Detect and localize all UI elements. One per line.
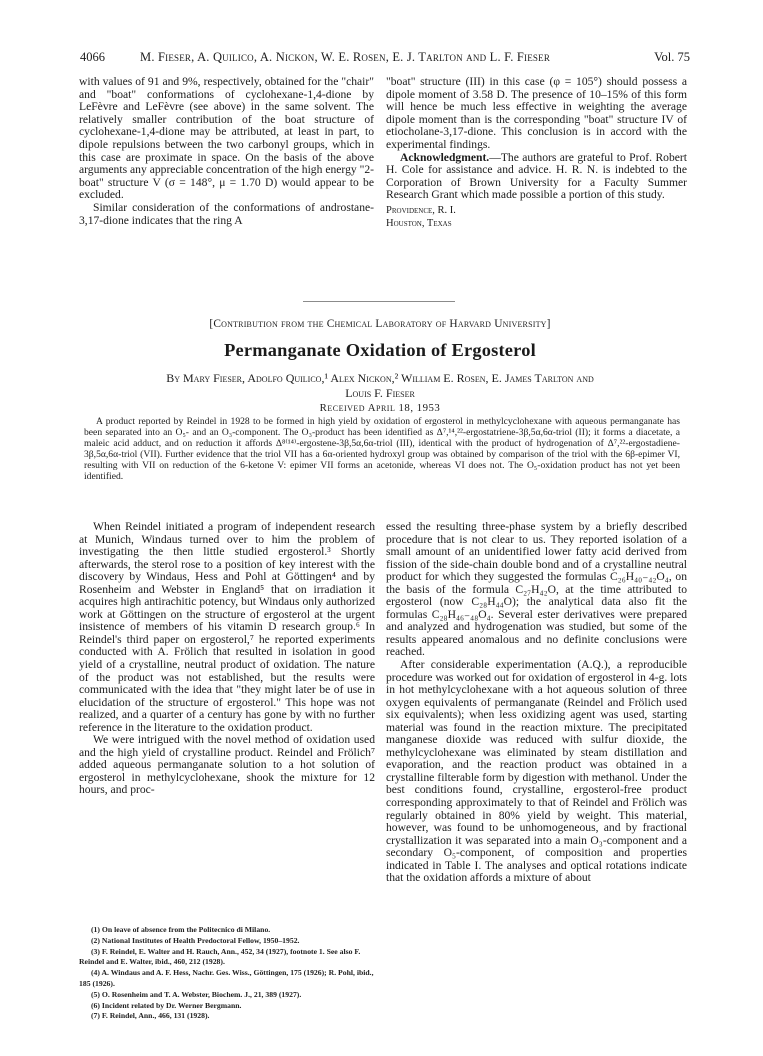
footnote: (2) National Institutes of Health Predoctoral Fellow, 1950–1952. (91, 935, 300, 945)
abstract-text: A product reported by Reindel in 1928 to be formed in high yield by oxidation of ergosterol in methylcyclohexane with aqueous permanganate has been separated into an O₅- and an O₃-component. The O₃-product has been identified as Δ⁷,¹⁴,²²-ergostatriene-3β,5α,6α-triol (II); it forms a diacetate, a maleic acid adduct, and on reduction it affords Δ⁸⁽¹⁴⁾-ergostene-3β,5α,6α-triol (III), identical with the product of hydrogenation of Δ⁷,²²-ergostadiene-3β,5α,6α-triol (VII). Further evidence that the triol VII has a 6α-oriented hydroxyl group was obtained by comparison of the triol with the 6β-epimer VI, resulting with VII on reduction of the 6-ketone V: epimer VII forms an acetonide, whereas VI does not. The O₅-oxidation product has not yet been identified. (84, 416, 680, 482)
running-authors: M. Fieser, A. Quilico, A. Nickon, W. E. Rosen, E. J. Tarlton and L. F. Fieser (140, 50, 551, 64)
paragraph: essed the resulting three-phase system by a briefly described procedure that is not clear to us. They reported isolation of a small amount of an unidentified lower fatty acid derived from fission of the side-chain double bond and of a crystalline neutral product for which they suggested the formulas C₂₆H₄₀₋₄₂O₄, on the basis of the formula C₂₇H₄₂O, at the time attributed to ergosterol (now C₂₈H₄₄O); the analytical data also fit the formulas C₂₈H₄₆₋₄₈O₄. Several ester derivatives were prepared and analyzed and hydrogenation was studied, but some of the results appeared anomalous and no definite conclusions were reached. (386, 520, 687, 659)
body-right-column (386, 521, 687, 885)
previous-article-right-column (386, 76, 687, 230)
running-header (80, 50, 690, 70)
place-line: Providence, R. I. (386, 204, 456, 216)
footnote: (7) F. Reindel, Ann., 466, 131 (1928). (91, 1011, 210, 1021)
footnote: (3) F. Reindel, E. Walter and H. Rauch, Ann., 452, 34 (1927), footnote 1. See also F. Reindel and E. Walter, ibid., 460, 212 (1928). (79, 946, 361, 967)
acknowledgment (386, 152, 687, 202)
byline (60, 371, 700, 401)
contribution-line: [Contribution from the Chemical Laboratory of Harvard University] (209, 318, 551, 330)
article-title: Permanganate Oxidation of Ergosterol (224, 340, 536, 360)
footnotes (79, 925, 375, 1022)
paragraph: After considerable experimentation (A.Q.), a reproducible procedure was worked out for oxidation of ergosterol in 4-g. lots in hot methylcyclohexane with a hot aqueous solution of three oxygen equivalents of permanganate (Reindel and Frölich used six equivalents); when less oxidizing agent was used, starting material was found in the reaction mixture. The precipitated manganese dioxide was reduced with sulfur dioxide, the methylcyclohexane was eliminated by steam distillation and evaporation, and the reaction product was obtained in a crystalline filterable form by digestion with methanol. Under the best conditions found, crystalline, ergosterol-free product corresponding approximately to that of Reindel and Frölich was regularly obtained in 80% yield by weight. This material, however, was found to be unhomogeneous, and by fractional crystallization it was separated into a main O₃-component and a secondary O₅-component, of composition and properties indicated in Table I. The analyses and optical rotations indicate that the oxidation affords a mixture of about (386, 658, 687, 885)
received-date: Received April 18, 1953 (319, 402, 441, 414)
previous-article-left-column (79, 76, 374, 227)
page-number: 4066 (80, 50, 105, 64)
acknowledgment-label: Acknowledgment. (400, 150, 490, 164)
body-left-column (79, 521, 375, 797)
acknowledgment-text: —The authors are grateful to Prof. Robert H. Cole for assistance and advice. H. R. N. is indebted to the Corporation of Brown University for a Faculty Summer Research Grant which made possible a portion of this study. (386, 150, 687, 202)
footnote: (4) A. Windaus and A. F. Hess, Nachr. Ges. Wiss., Göttingen, 175 (1926); R. Pohl, ibid., 185 (1926). (79, 968, 374, 988)
footnote: (1) On leave of absence from the Politecnico di Milano. (91, 925, 271, 934)
paragraph: with values of 91 and 9%, respectively, obtained for the "chair" and "boat" conformations of cyclohexane-1,4-dione by LeFèvre and LeFèvre (see above) in the same solvent. The relatively smaller contribution of the boat structure of cyclohexane-1,4-dione may be attributed, at least in part, to dipole repulsions between the two carbonyl groups, which in this case are proximate in space. On the basis of the above arguments any appreciable concentration of the high energy "2-boat" structure V (σ = 148°, μ = 1.70 D) would appear to be excluded. (79, 75, 374, 202)
paragraph: We were intrigued with the novel method of oxidation used and the high yield of crystalline product. Reindel and Frölich⁷ added aqueous permanganate solution to a hot solution of ergosterol in methylcyclohexane, shook the mixture for 12 hours, and proc- (79, 733, 375, 797)
footnote: (6) Incident related by Dr. Werner Bergmann. (91, 1000, 242, 1010)
paragraph: "boat" structure (III) in this case (φ = 105°) should possess a dipole moment of 3.58 D. The presence of 10–15% of this form will hence be much less effective in weighting the average dipole moment than is the corresponding "boat" structure IV of etiocholane-3,17-dione. This conclusion is in accord with the experimental findings. (386, 75, 687, 151)
byline-line: By Mary Fieser, Adolfo Quilico,¹ Alex Nickon,² William E. Rosen, E. James Tarlton and (166, 371, 594, 385)
volume-label: Vol. 75 (654, 50, 690, 64)
abstract (84, 417, 680, 482)
section-divider (303, 301, 455, 302)
place-line: Houston, Texas (386, 217, 452, 229)
byline-line: Louis F. Fieser (345, 386, 415, 400)
paragraph: Similar consideration of the conformations of androstane-3,17-dione indicates that the ring A (79, 200, 374, 227)
footnote: (5) O. Rosenheim and T. A. Webster, Biochem. J., 21, 389 (1927). (91, 989, 302, 999)
paragraph: When Reindel initiated a program of independent research at Munich, Windaus turned over to him the problem of investigating the then little studied ergosterol.³ Shortly afterwards, the sterol rose to a position of key interest with the discovery by Windaus, Hess and Pohl at Göttingen⁴ and by Rosenheim and Webster in England⁵ that on irradiation it acquires high antirachitic potency, but Windaus only authorized work at Göttingen on the structure of ergosterol at the urgent insistence of members of his vitamin D research group.⁶ In Reindel's third paper on ergosterol,⁷ he reported experiments conducted with A. Frölich that resulted in isolation in good yield of a crystalline, neutral product of oxidation. The nature of the product was not established, but the results were communicated with the idea that "they might later be of use in elucidation of the structure of ergosterol." This hope was not realized, and a quarter of a century has gone by with no further reference in the literature to the oxidation product. (79, 520, 375, 734)
